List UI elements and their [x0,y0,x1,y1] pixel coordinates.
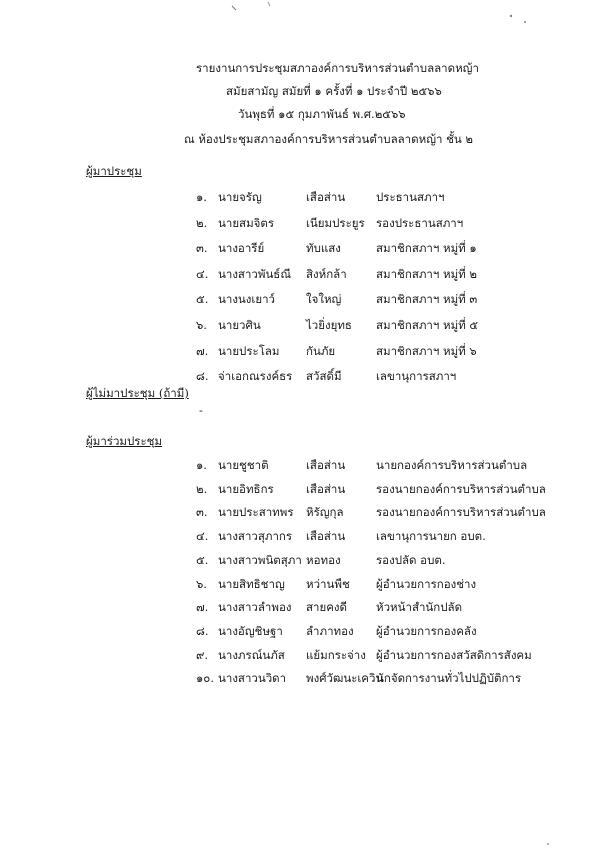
row-number: ๑. [196,458,207,472]
position: ผู้อำนวยการกองสวัสดิการสังคม [376,647,532,662]
position: หัวหน้าสำนักปลัด [376,600,463,615]
position: สมาชิกสภาฯ หมู่ที่ ๕ [376,318,479,332]
row-number: ๓. [196,505,208,520]
participant-row [0,481,600,501]
last-name: หว่านพืช [306,576,350,591]
last-name: หิรัญกุล [306,505,344,520]
last-name: สวัสดิ์มี [306,369,342,384]
row-number: ๔. [196,266,209,281]
row-number: ๒. [196,215,208,230]
last-name: พงศ์วัฒนะเควิน [306,671,384,686]
attendee-row [0,317,600,337]
position: ผู้อำนวยการกองช่าง [376,576,477,591]
absentees-title: ผู้ไม่มาประชุม (ถ้ามี) [86,386,189,400]
row-number: ๕. [196,552,209,567]
participant-row [0,670,600,690]
row-number: ๑๐. [196,671,214,686]
header-line-4: ณ ห้องประชุมสภาองค์การบริหารส่วนตำบลลาดหญ้า ชั้น ๒ [184,132,474,146]
attendees-title: ผู้มาประชุม [86,164,142,178]
header-line-2: สมัยสามัญ สมัยที่ ๑ ครั้งที่ ๑ ประจำปี ๒๕๖๖ [226,84,442,98]
first-name: จ่าเอกณรงค์ธร [218,369,293,384]
row-number: ๖. [196,318,207,332]
participant-row [0,528,600,548]
last-name: สายคงดี [306,600,347,615]
row-number: ๘. [196,369,209,384]
last-name: ลำภาทอง [306,623,354,638]
attendee-row [0,291,600,311]
row-number: ๙. [196,647,209,662]
row-number: ๑. [196,190,207,204]
last-name: ทับแสง [306,241,341,256]
participant-row [0,623,600,643]
position: เลขานุการสภาฯ [376,369,457,384]
first-name: นางอารีย์ [218,241,265,256]
participant-row [0,457,600,477]
position: ประธานสภาฯ [376,190,445,204]
first-name: นายชูชาติ [218,458,269,472]
first-name: นางสาวลำพอง [218,600,292,615]
header-line-3: วันพุธที่ ๑๕ กุมภาพันธ์ พ.ศ.๒๕๖๖ [238,107,406,121]
header-line-1: รายงานการประชุมสภาองค์การบริหารส่วนตำบลลาดหญ้า [196,61,479,75]
row-number: ๖. [196,576,207,591]
participants-title: ผู้มาร่วมประชุม [86,434,163,448]
last-name: เสือส่าน [306,458,346,472]
first-name: นางสาวพันธ์ณี [218,266,291,281]
last-name: กันภัย [306,343,336,358]
last-name: ไวยิ่งยุทธ [306,318,352,332]
first-name: นายจรัญ [218,190,262,204]
position: นายกองค์การบริหารส่วนตำบล [376,458,528,472]
position: เลขานุการนายก อบต. [376,529,486,544]
participant-row [0,599,600,619]
first-name: นางอัญชิษฐา [218,623,283,638]
position: รองนายกองค์การบริหารส่วนตำบล [376,481,546,496]
last-name: เสือส่าน [306,190,346,204]
last-name: แย้มกระจ่าง [306,647,366,662]
first-name: นายสมจิตร [218,215,275,230]
attendee-row [0,215,600,235]
attendee-row [0,240,600,260]
position: นักจัดการงานทั่วไปปฏิบัติการ [376,671,522,686]
last-name: สิงห์กล้า [306,266,347,281]
first-name: นางสาวพนิตสุภา [218,552,302,567]
position: สมาชิกสภาฯ หมู่ที่ ๓ [376,292,478,307]
attendee-row [0,343,600,363]
position: สมาชิกสภาฯ หมู่ที่ ๖ [376,343,477,358]
first-name: นายอิทธิกร [218,481,274,496]
participant-row [0,576,600,596]
first-name: นางนงเยาว์ [218,292,275,307]
position: สมาชิกสภาฯ หมู่ที่ ๒ [376,266,477,281]
first-name: นายวศิน [218,318,261,332]
row-number: ๒. [196,481,208,496]
position: รองประธานสภาฯ [376,215,464,230]
last-name: ใจใหญ่ [306,292,342,307]
first-name: นางสาวนวิดา [218,671,287,686]
first-name: นางภรณ์นภัส [218,647,285,662]
participant-row [0,647,600,667]
row-number: ๔. [196,529,209,544]
row-number: ๕. [196,292,209,307]
attendee-row [0,189,600,209]
first-name: นายประสาทพร [218,505,294,520]
absentees-value: - [199,403,203,417]
last-name: เสือส่าน [306,529,346,544]
last-name: เนียมประยูร [306,215,365,230]
position: สมาชิกสภาฯ หมู่ที่ ๑ [376,241,477,256]
row-number: ๓. [196,241,208,256]
last-name: เสือส่าน [306,481,346,496]
position: ผู้อำนวยการกองคลัง [376,623,477,638]
row-number: ๗. [196,600,209,615]
participant-row [0,504,600,524]
first-name: นางสาวสุภากร [218,529,293,544]
participant-row [0,552,600,572]
first-name: นายประโลม [218,343,280,358]
position: รองปลัด อบต. [376,552,446,567]
last-name: หอทอง [306,552,341,567]
attendee-row [0,266,600,286]
row-number: ๘. [196,623,209,638]
first-name: นายสิทธิชาญ [218,576,285,591]
row-number: ๗. [196,343,209,358]
position: รองนายกองค์การบริหารส่วนตำบล [376,505,546,520]
